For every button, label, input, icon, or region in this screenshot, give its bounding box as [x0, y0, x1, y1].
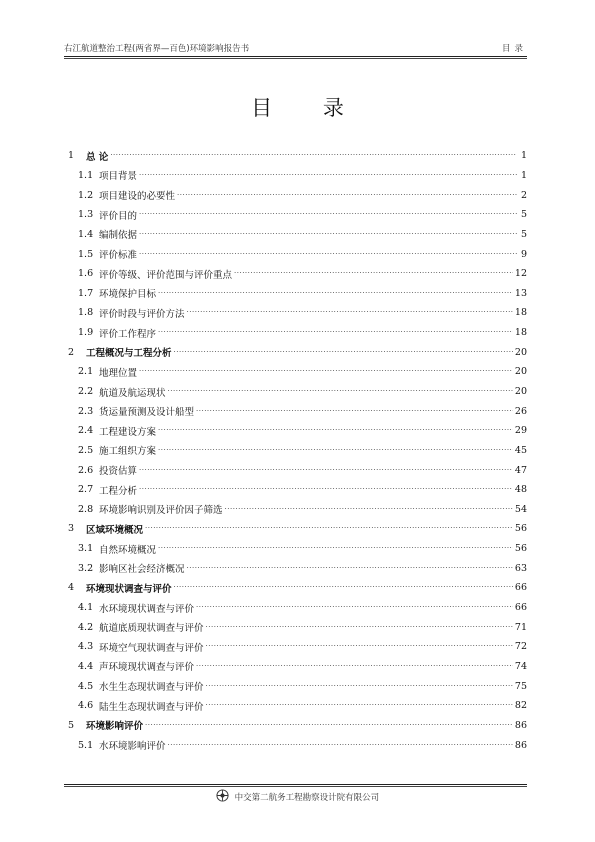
toc-entry-page: 1 [520, 150, 527, 162]
toc-dot-leader [234, 270, 513, 277]
toc-entry-label: 货运量预测及设计船型 [99, 407, 195, 419]
toc-section-entry[interactable] [68, 617, 527, 637]
toc-entry-number: 1.2 [78, 189, 94, 201]
toc-chapter-entry[interactable] [68, 519, 527, 539]
toc-entry-number: 4.1 [78, 602, 94, 614]
toc-entry-page: 20 [514, 386, 527, 397]
toc-entry-page: 66 [514, 582, 527, 594]
page-title: 目 录 [251, 96, 366, 120]
toc-entry-number: 2 [68, 346, 75, 358]
toc-dot-leader [145, 722, 513, 729]
toc-entry-page: 71 [514, 621, 527, 633]
toc-dot-leader [206, 643, 513, 650]
toc-entry-number: 4.5 [78, 680, 94, 692]
toc-entry-number: 4.2 [78, 621, 94, 633]
toc-entry-page: 2 [520, 189, 527, 201]
header-rule [64, 56, 527, 57]
toc-entry-number: 2.1 [78, 366, 94, 378]
toc-dot-leader [139, 211, 517, 218]
toc-entry-page: 75 [514, 680, 527, 692]
toc-entry-page: 26 [514, 405, 527, 417]
toc-section-entry[interactable] [68, 480, 527, 500]
toc-section-entry[interactable] [68, 283, 527, 303]
toc-section-entry[interactable] [68, 696, 527, 716]
toc-entry-number: 2.2 [78, 386, 94, 397]
toc-dot-leader [139, 231, 517, 238]
toc-entry-number: 1.9 [78, 327, 94, 339]
toc-entry-number: 2.6 [78, 464, 94, 476]
toc-entry-label: 航道底质现状调查与评价 [99, 623, 204, 635]
toc-entry-label: 水生生态现状调查与评价 [99, 682, 204, 694]
toc-chapter-entry[interactable] [68, 146, 527, 166]
toc-entry-label: 环境现状调查与评价 [86, 583, 172, 595]
toc-entry-number: 2.5 [78, 444, 94, 456]
toc-entry-label: 工程建设方案 [99, 426, 157, 438]
toc-entry-number: 5 [68, 719, 75, 731]
toc-dot-leader [158, 427, 513, 434]
toc-dot-leader [139, 368, 513, 375]
toc-chapter-entry[interactable] [68, 578, 527, 598]
toc-entry-number: 1.8 [78, 307, 94, 319]
toc-entry-label: 编制依据 [99, 230, 138, 242]
toc-entry-label: 环境影响识别及评价因子筛选 [99, 505, 223, 517]
toc-section-entry[interactable] [68, 185, 527, 205]
toc-entry-page: 5 [520, 228, 527, 240]
toc-entry-number: 5.1 [78, 739, 94, 751]
toc-section-entry[interactable] [68, 539, 527, 559]
toc-dot-leader [158, 290, 513, 297]
toc-entry-label: 声环境现状调查与评价 [99, 662, 195, 674]
toc-dot-leader [168, 742, 513, 749]
toc-entry-page: 56 [514, 523, 527, 535]
toc-entry-number: 4.3 [78, 641, 94, 653]
toc-section-entry[interactable] [68, 657, 527, 677]
toc-entry-number: 1.5 [78, 248, 94, 260]
toc-entry-number: 3 [68, 523, 75, 535]
toc-dot-leader [206, 683, 513, 690]
toc-dot-leader [145, 525, 513, 532]
toc-section-entry[interactable] [68, 676, 527, 696]
toc-entry-number: 3.1 [78, 543, 94, 555]
toc-dot-leader [206, 624, 513, 631]
toc-entry-page: 12 [514, 268, 527, 280]
toc-chapter-entry[interactable] [68, 716, 527, 736]
toc-entry-label: 工程概况与工程分析 [86, 348, 172, 360]
toc-entry-label: 评价时段与评价方法 [99, 308, 185, 320]
toc-entry-page: 18 [514, 327, 527, 339]
toc-dot-leader [158, 447, 513, 454]
toc-entry-page: 18 [514, 307, 527, 319]
toc-entry-page: 20 [514, 346, 527, 358]
toc-chapter-entry[interactable] [68, 342, 527, 362]
toc-entry-page: 54 [514, 503, 527, 515]
toc-entry-page: 72 [514, 641, 527, 653]
toc-dot-leader [158, 545, 513, 552]
toc-entry-number: 1.4 [78, 228, 94, 240]
toc-section-entry[interactable] [68, 460, 527, 480]
toc-entry-label: 施工组织方案 [99, 446, 157, 458]
toc-entry-label: 地理位置 [99, 367, 138, 379]
toc-entry-label: 环境影响评价 [86, 721, 144, 733]
toc-dot-leader [196, 663, 513, 670]
toc-section-entry[interactable] [68, 558, 527, 578]
toc-section-entry[interactable] [68, 735, 527, 755]
toc-entry-label: 自然环境概况 [99, 544, 157, 556]
toc-section-entry[interactable] [68, 244, 527, 264]
toc-entry-page: 63 [514, 562, 527, 574]
toc-dot-leader [139, 486, 513, 493]
toc-entry-page: 56 [514, 543, 527, 555]
toc-dot-leader [196, 604, 513, 611]
toc-entry-label: 评价目的 [99, 210, 138, 222]
toc-dot-leader [139, 251, 517, 258]
toc-entry-page: 20 [514, 366, 527, 378]
toc-entry-number: 1 [68, 150, 75, 162]
toc-entry-page: 13 [514, 287, 527, 299]
toc-section-entry[interactable] [68, 166, 527, 186]
toc-entry-label: 投资估算 [99, 466, 138, 478]
toc-section-entry[interactable] [68, 264, 527, 284]
toc-entry-page: 82 [514, 700, 527, 712]
toc-dot-leader [168, 388, 513, 395]
toc-section-entry[interactable] [68, 421, 527, 441]
toc-section-entry[interactable] [68, 382, 527, 402]
company-name: 中交第二航务工程勘察设计院有限公司 [234, 793, 380, 803]
toc-section-entry[interactable] [68, 598, 527, 618]
toc-entry-number: 4.4 [78, 660, 94, 672]
toc-entry-page: 5 [520, 209, 527, 221]
document-title: 右江航道整治工程(两省界—百色)环境影响报告书 [64, 44, 250, 54]
toc-entry-number: 1.1 [78, 169, 94, 181]
page-header [64, 40, 527, 56]
toc-section-entry[interactable] [68, 225, 527, 245]
toc-entry-label: 环境保护目标 [99, 289, 157, 301]
toc-entry-number: 2.8 [78, 503, 94, 515]
toc-entry-label: 项目背景 [99, 171, 138, 183]
toc-section-entry[interactable] [68, 401, 527, 421]
toc-entry-label: 评价标准 [99, 250, 138, 262]
toc-section-entry[interactable] [68, 205, 527, 225]
footer-rule [64, 784, 527, 785]
toc-entry-label: 航道及航运现状 [99, 387, 166, 399]
toc-section-entry[interactable] [68, 500, 527, 520]
header-rule-thin [64, 58, 527, 59]
toc-section-entry[interactable] [68, 303, 527, 323]
toc-entry-number: 2.4 [78, 425, 94, 437]
toc-entry-label: 环境空气现状调查与评价 [99, 642, 204, 654]
toc-entry-page: 47 [514, 464, 527, 476]
toc-entry-page: 1 [520, 169, 527, 181]
toc-dot-leader [225, 506, 513, 513]
toc-entry-page: 86 [514, 739, 527, 751]
toc-entry-label: 工程分析 [99, 485, 138, 497]
toc-entry-number: 1.6 [78, 268, 94, 280]
toc-section-entry[interactable] [68, 362, 527, 382]
toc-entry-label: 项目建设的必要性 [99, 191, 176, 203]
toc-entry-number: 1.3 [78, 209, 94, 221]
company-logo-icon [216, 789, 229, 805]
toc-entry-number: 4 [68, 582, 75, 594]
toc-entry-number: 2.7 [78, 484, 94, 496]
toc-entry-label: 水环境现状调查与评价 [99, 603, 195, 615]
toc-entry-number: 1.7 [78, 287, 94, 299]
toc-entry-page: 86 [514, 719, 527, 731]
toc-dot-leader [206, 702, 513, 709]
toc-entry-number: 3.2 [78, 562, 94, 574]
toc-entry-label: 区域环境概况 [86, 524, 144, 536]
toc-entry-label: 陆生生态现状调查与评价 [99, 701, 204, 713]
toc-entry-page: 66 [514, 602, 527, 614]
toc-entry-number: 2.3 [78, 405, 94, 417]
toc-entry-label: 影响区社会经济概况 [99, 564, 185, 576]
toc-dot-leader [158, 329, 513, 336]
table-of-contents [68, 146, 527, 755]
toc-dot-leader [196, 408, 513, 415]
toc-dot-leader [139, 467, 513, 474]
toc-entry-page: 45 [514, 444, 527, 456]
section-name: 目录 [501, 44, 527, 54]
toc-section-entry[interactable] [68, 637, 527, 657]
toc-section-entry[interactable] [68, 323, 527, 343]
toc-dot-leader [177, 192, 517, 199]
toc-entry-page: 29 [514, 425, 527, 437]
page-footer [0, 789, 595, 805]
toc-entry-page: 48 [514, 484, 527, 496]
toc-dot-leader [174, 584, 513, 591]
toc-entry-label: 评价工作程序 [99, 328, 157, 340]
toc-dot-leader [174, 349, 513, 356]
toc-entry-label: 评价等级、评价范围与评价重点 [99, 269, 233, 281]
footer-rule-thin [64, 786, 527, 787]
toc-section-entry[interactable] [68, 441, 527, 461]
toc-dot-leader [139, 172, 517, 179]
toc-dot-leader [187, 565, 513, 572]
toc-entry-page: 9 [520, 248, 527, 260]
toc-entry-page: 74 [514, 660, 527, 672]
toc-entry-label: 水环境影响评价 [99, 741, 166, 753]
toc-entry-number: 4.6 [78, 700, 94, 712]
toc-entry-label: 总 论 [86, 151, 109, 163]
toc-dot-leader [110, 152, 517, 159]
toc-dot-leader [187, 309, 513, 316]
